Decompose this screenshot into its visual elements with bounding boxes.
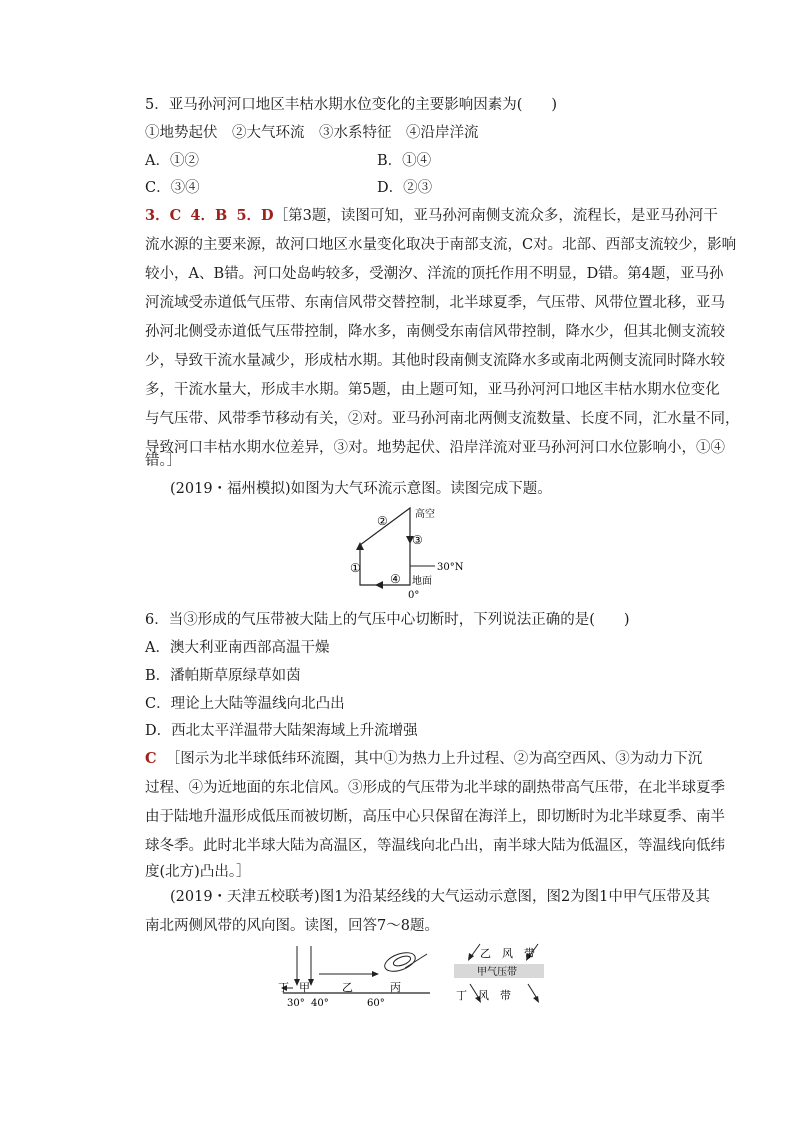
explanation-line: 错。］ [145, 453, 182, 469]
circulation-diagram [335, 500, 475, 605]
answers-3-5-first-line [145, 206, 718, 226]
q6-option-a: A．澳大利亚南西部高温干燥 [145, 640, 330, 656]
q7-8-intro: 南北两侧风带的风向图。读图，回答7～8题。 [145, 918, 439, 934]
label-30n: 30°N [437, 562, 464, 573]
q6-stem: 6．当③形成的气压带被大陆上的气压中心切断时，下列说法正确的是( ) [145, 612, 630, 628]
wind-direction-diagram [450, 938, 550, 1010]
label-equator: 0° [408, 590, 420, 601]
answer-3: 3．C [145, 207, 182, 224]
q5-option-b: B．①④ [377, 153, 432, 169]
label-60-degrees: 60° [367, 998, 385, 1009]
explanation-line: 较小，A、B错。河口处岛屿较多，受潮汐、洋流的顶托作用不明显，D错。第4题，亚马孙 [145, 266, 724, 282]
explanation-line: 度(北方)凸出。］ [145, 864, 251, 880]
label-jia-pressure-belt: 甲气压带 [477, 967, 517, 978]
answer-5: 5．D [236, 207, 274, 224]
explanation-line: 球冬季。此时北半球大陆为高温区，等温线向北凸出，南半球大陆为低温区，等温线向低纬 [145, 838, 725, 854]
label-jia: 甲 [299, 981, 310, 994]
meridian-motion-diagram [275, 940, 435, 1010]
explanation-line: 多，干流水量大，形成丰水期。第5题，由上题可知，亚马孙河河口地区丰枯水期水位变化 [145, 382, 720, 398]
label-bing: 丙 [390, 981, 401, 994]
explanation-line: 流水源的主要来源，故河口地区水量变化取决于南部支流，C对。北部、西部支流较少，影响 [145, 237, 737, 253]
explanation-line: 孙河北侧受赤道低气压带控制，降水多，南侧受东南信风带控制，降水少，但其北侧支流较 [145, 324, 725, 340]
label-yi-wind-belt: 乙 风 带 [480, 947, 535, 960]
label-3: ③ [412, 533, 423, 547]
label-4: ④ [390, 572, 401, 586]
explanation-line: ［第3题，读图可知，亚马孙河南侧支流众多，流程长，是亚马孙河干 [273, 208, 718, 224]
explanation-line: ［图示为北半球低纬环流圈，其中①为热力上升过程、②为高空西风、③为动力下沉 [165, 751, 703, 767]
label-ding-wind-belt: 丁 风 带 [456, 989, 511, 1002]
arrow-right-icon [372, 971, 379, 977]
swirl-icon [382, 949, 418, 975]
arrow-icon [533, 996, 539, 1003]
q6-option-b: B．潘帕斯草原绿草如茵 [145, 668, 301, 684]
q6-option-c: C．理论上大陆等温线向北凸出 [145, 696, 345, 712]
explanation-line: 过程、④为近地面的东北信风。③形成的气压带为北半球的副热带高气压带，在北半球夏季 [145, 780, 725, 796]
q6-option-d: D．西北太平洋温带大陆架海域上升流增强 [145, 723, 418, 739]
q5-option-c: C．③④ [145, 180, 200, 196]
label-yi: 乙 [342, 981, 353, 994]
label-40-degrees: 40° [311, 998, 329, 1009]
explanation-line: 河流域受赤道低气压带、东南信风带交替控制，北半球夏季，气压带、风带位置北移，亚马 [145, 295, 725, 311]
q7-8-intro: (2019・天津五校联考)图1为沿某经线的大气运动示意图，图2为图1中甲气压带及其 [170, 889, 710, 905]
answer-4: 4．B [190, 207, 228, 224]
q6-intro: (2019・福州模拟)如图为大气环流示意图。读图完成下题。 [170, 481, 552, 497]
arrow-left-icon [375, 581, 383, 589]
explanation-line: 由于陆地升温形成低压而被切断，高压中心只保留在海洋上，即切断时为北半球夏季、南半 [145, 809, 725, 825]
label-ground: 地面 [412, 576, 432, 587]
explanation-line: 导致河口丰枯水期水位差异，③对。地势起伏、沿岸洋流对亚马孙河河口水位影响小，①④ [145, 440, 725, 456]
q5-option-d: D．②③ [377, 180, 433, 196]
label-2: ② [377, 514, 388, 528]
label-ding: 丁 [278, 981, 289, 994]
label-high-altitude: 高空 [415, 509, 435, 520]
explanation-line: 与气压带、风带季节移动有关，②对。亚马孙河南北两侧支流数量、长度不同，汇水量不同， [145, 411, 740, 427]
answer-6: C [145, 750, 157, 767]
answer-6-first-line [145, 749, 702, 769]
label-1: ① [350, 561, 361, 575]
explanation-line: 少，导致干流水量减少，形成枯水期。其他时段南侧支流降水多或南北两侧支流同时降水较 [145, 353, 725, 369]
q5-factors: ①地势起伏 ②大气环流 ③水系特征 ④沿岸洋流 [145, 125, 479, 141]
label-30-degrees: 30° [287, 998, 305, 1009]
q5-option-a: A．①② [145, 153, 199, 169]
q5-stem: 5．亚马孙河河口地区丰枯水期水位变化的主要影响因素为( ) [145, 97, 558, 113]
